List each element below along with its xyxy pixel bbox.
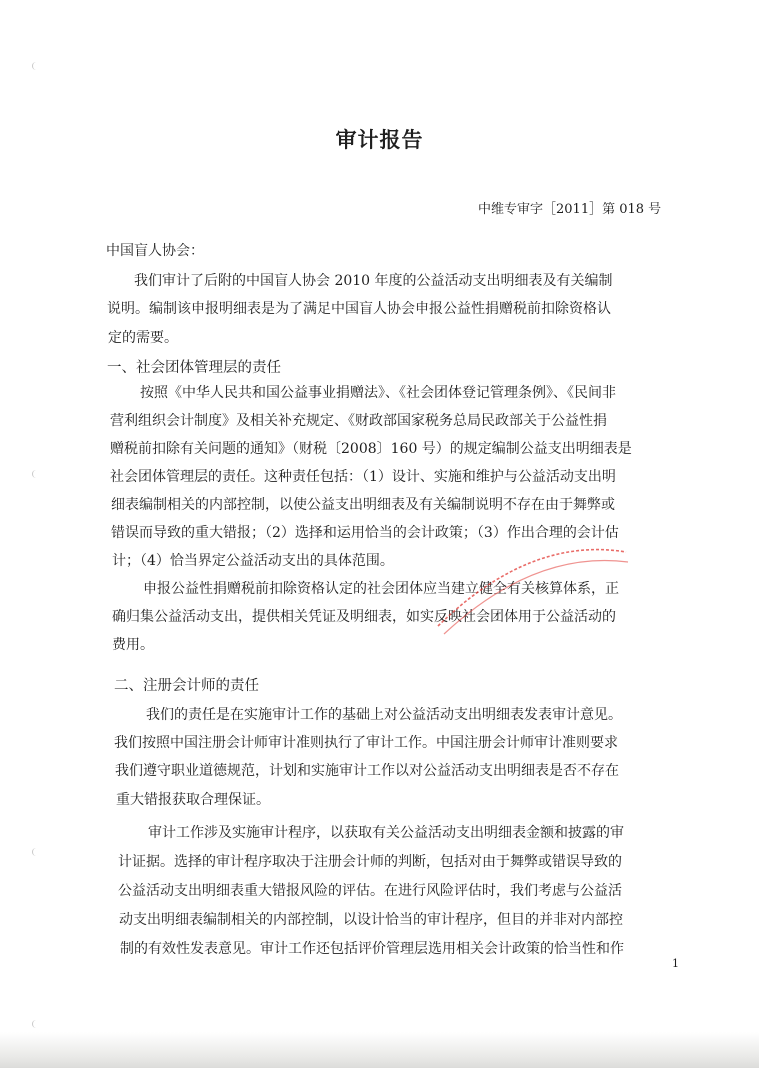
punch-hole-mark <box>32 848 39 856</box>
paragraph-line: 重大错报获取合理保证。 <box>116 792 270 808</box>
scan-edge-shadow <box>0 1032 759 1068</box>
paragraph-line: 我们的责任是在实施审计工作的基础上对公益活动支出明细表发表审计意见。 <box>146 707 622 723</box>
section-heading-1: 一、社会团体管理层的责任 <box>107 360 281 376</box>
paragraph-line: 我们按照中国注册会计师审计准则执行了审计工作。中国注册会计师审计准则要求 <box>114 735 618 751</box>
paragraph-line: 审计工作涉及实施审计程序，以获取有关公益活动支出明细表金额和披露的审 <box>148 825 624 841</box>
section-heading-2: 二、注册会计师的责任 <box>114 678 259 694</box>
paragraph-line: 说明。编制该申报明细表是为了满足中国盲人协会申报公益性捐赠税前扣除资格认 <box>107 301 611 317</box>
page-number: 1 <box>672 957 679 970</box>
paragraph-line: 动支出明细表编制相关的内部控制，以设计恰当的审计程序，但目的并非对内部控 <box>119 912 623 928</box>
punch-hole-mark <box>32 62 39 70</box>
punch-hole-mark <box>32 1020 39 1028</box>
paragraph-line: 定的需要。 <box>108 330 178 346</box>
punch-hole-mark <box>32 470 39 478</box>
addressee: 中国盲人协会： <box>106 243 204 259</box>
paragraph-line: 社会团体管理层的责任。这种责任包括：（1）设计、实施和维护与公益活动支出明 <box>110 469 616 485</box>
paragraph-line: 计证据。选择的审计程序取决于注册会计师的判断，包括对由于舞弊或错误导致的 <box>118 854 622 870</box>
paragraph-line: 费用。 <box>112 637 154 653</box>
paragraph-line: 申报公益性捐赠税前扣除资格认定的社会团体应当建立健全有关核算体系，正 <box>143 581 619 597</box>
report-title: 审计报告 <box>335 127 424 152</box>
paragraph-line: 我们遵守职业道德规范，计划和实施审计工作以对公益活动支出明细表是否不存在 <box>115 763 619 779</box>
paragraph-line: 细表编制相关的内部控制，以使公益支出明细表及有关编制说明不存在由于舞弊或 <box>111 497 615 513</box>
paragraph-line: 赠税前扣除有关问题的通知》（财税〔2008〕160 号）的规定编制公益支出明细表是 <box>110 441 632 457</box>
paragraph-line: 确归集公益活动支出，提供相关凭证及明细表，如实反映社会团体用于公益活动的 <box>112 609 616 625</box>
paragraph-line: 我们审计了后附的中国盲人协会 2010 年度的公益活动支出明细表及有关编制 <box>134 273 613 289</box>
paragraph-line: 按照《中华人民共和国公益事业捐赠法》、《社会团体登记管理条例》、《民间非 <box>140 385 616 401</box>
paragraph-line: 公益活动支出明细表重大错报风险的评估。在进行风险评估时，我们考虑与公益活 <box>118 883 622 899</box>
paragraph-line: 计；（4）恰当界定公益活动支出的具体范围。 <box>112 553 394 569</box>
paragraph-line: 错误而导致的重大错报；（2）选择和运用恰当的会计政策；（3）作出合理的会计估 <box>111 525 619 541</box>
document-number: 中维专审字［2011］第 018 号 <box>478 202 662 217</box>
paragraph-line: 营利组织会计制度》及相关补充规定、《财政部国家税务总局民政部关于公益性捐 <box>110 413 607 429</box>
paragraph-line: 制的有效性发表意见。审计工作还包括评价管理层选用相关会计政策的恰当性和作 <box>120 941 624 957</box>
